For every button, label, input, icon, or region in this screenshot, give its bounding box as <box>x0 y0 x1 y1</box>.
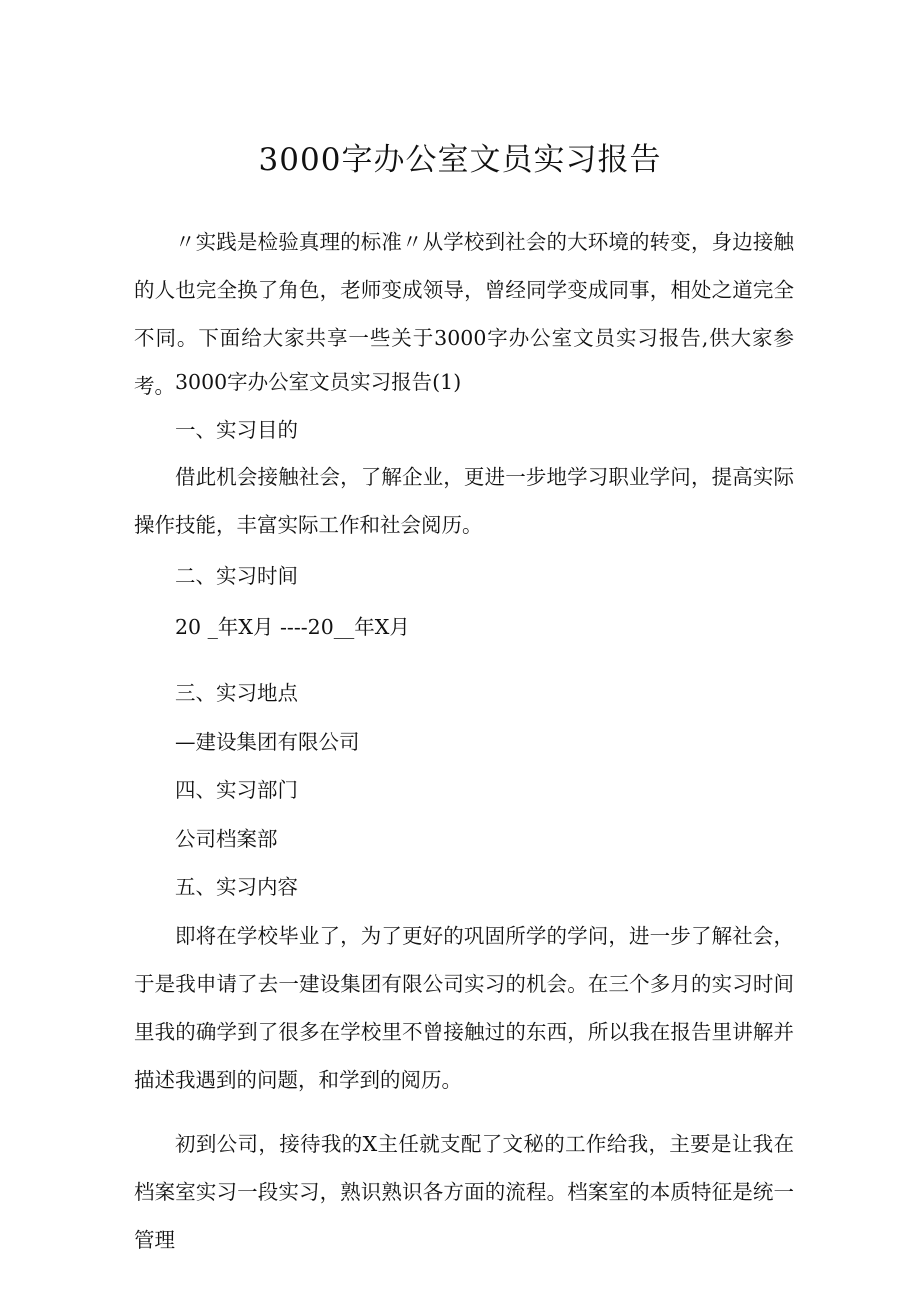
section-body-department: 公司档案部 <box>175 827 278 851</box>
section-heading-location: 三、实习地点 <box>175 681 298 705</box>
intro-paragraph: 〃实践是检验真理的标准〃从学校到社会的大环境的转变，身边接触的人也完全换了角色，老师变成领导，曾经同学变成同事，相处之道完全不同。下面给大家共享一些关于3000字办公室文员实习报告,供大家参考。 <box>134 230 794 398</box>
section-heading-content: 五、实习内容 <box>175 875 298 899</box>
report-subtitle: 3000字办公室文员实习报告(1) <box>175 370 462 394</box>
document-title: 3000字办公室文员实习报告 <box>258 142 662 178</box>
section-body-content-2: 初到公司，接待我的X主任就支配了文秘的工作给我，主要是让我在档案室实习一段实习，熟识熟识各方面的流程。档案室的本质特征是统一管理 <box>134 1132 794 1252</box>
section-heading-department: 四、实习部门 <box>175 778 298 802</box>
section-heading-purpose: 一、实习目的 <box>175 418 298 442</box>
section-body-content-1: 即将在学校毕业了，为了更好的巩固所学的学问，进一步了解社会，于是我申请了去一建设集团有限公司实习的机会。在三个多月的实习时间里我的确学到了很多在学校里不曾接触过的东西，所以我在报告里讲解并描述我遇到的问题，和学到的阅历。 <box>134 924 794 1092</box>
section-heading-time: 二、实习时间 <box>175 564 298 588</box>
section-body-time: 20 _年X月 ----20__年X月 <box>175 615 410 639</box>
section-body-purpose: 借此机会接触社会，了解企业，更进一步地学习职业学问，提高实际操作技能，丰富实际工作和社会阅历。 <box>134 465 794 537</box>
section-body-location: —建设集团有限公司 <box>175 730 360 754</box>
